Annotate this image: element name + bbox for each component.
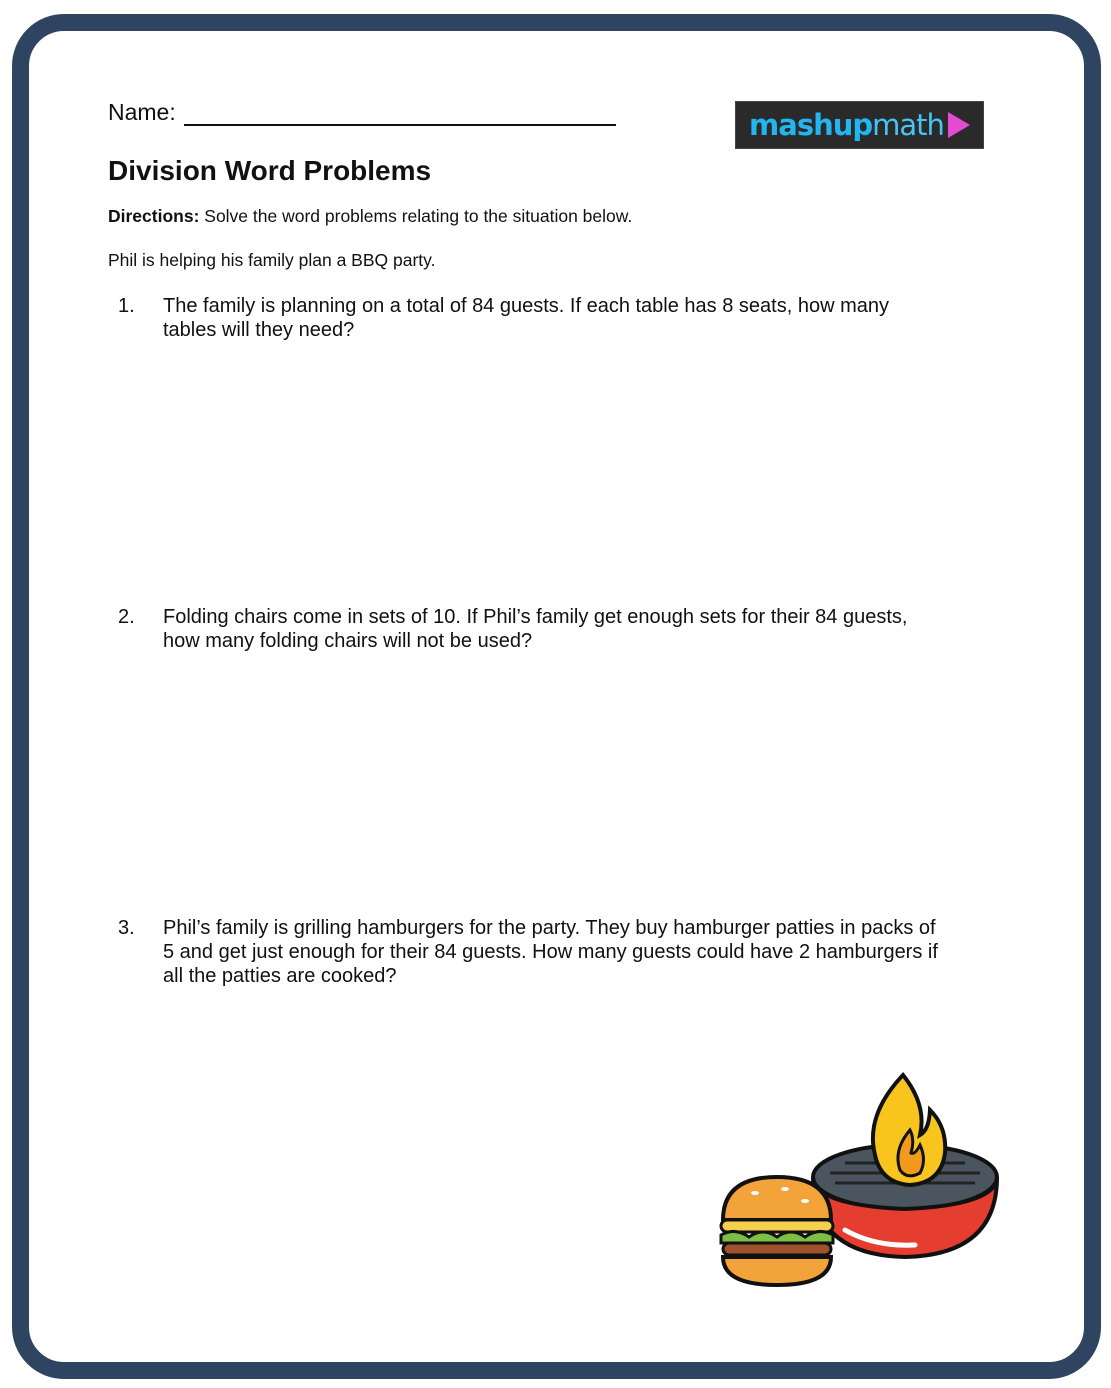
problem-text: Phil’s family is grilling hamburgers for the party. They buy hamburger patties in packs of 5 and get just enough for their 84 guests. How many guests could have 2 hamburgers if all the patties are cooked? [163,917,938,987]
problem-text: The family is planning on a total of 84 guests. If each table has 8 seats, how many tables will they need? [163,295,889,341]
name-field-row [108,98,616,126]
logo-text-light: math [872,108,944,142]
problem-number: 1. [118,295,135,317]
problem-number: 3. [118,917,135,939]
problem-3 [118,916,938,988]
directions-label: Directions: [108,206,200,226]
situation-intro: Phil is helping his family plan a BBQ party. [108,250,436,270]
logo-text-bold: mashup [749,108,873,142]
worksheet-title: Division Word Problems [108,155,432,186]
bbq-illustration [715,1065,1010,1295]
problem-number: 2. [118,606,135,628]
problem-2 [118,605,938,653]
mashupmath-logo [735,101,984,149]
directions-text: Solve the word problems relating to the situation below. [199,206,633,226]
problem-text: Folding chairs come in sets of 10. If Phil’s family get enough sets for their 84 guests, how many folding chairs will not be used? [163,606,908,652]
name-blank-line[interactable] [184,98,616,126]
play-arrow-icon [948,112,970,138]
directions [108,206,632,227]
name-label: Name: [108,99,176,125]
flame-icon [873,1075,945,1185]
problem-1 [118,294,938,342]
hamburger-icon [721,1177,833,1285]
